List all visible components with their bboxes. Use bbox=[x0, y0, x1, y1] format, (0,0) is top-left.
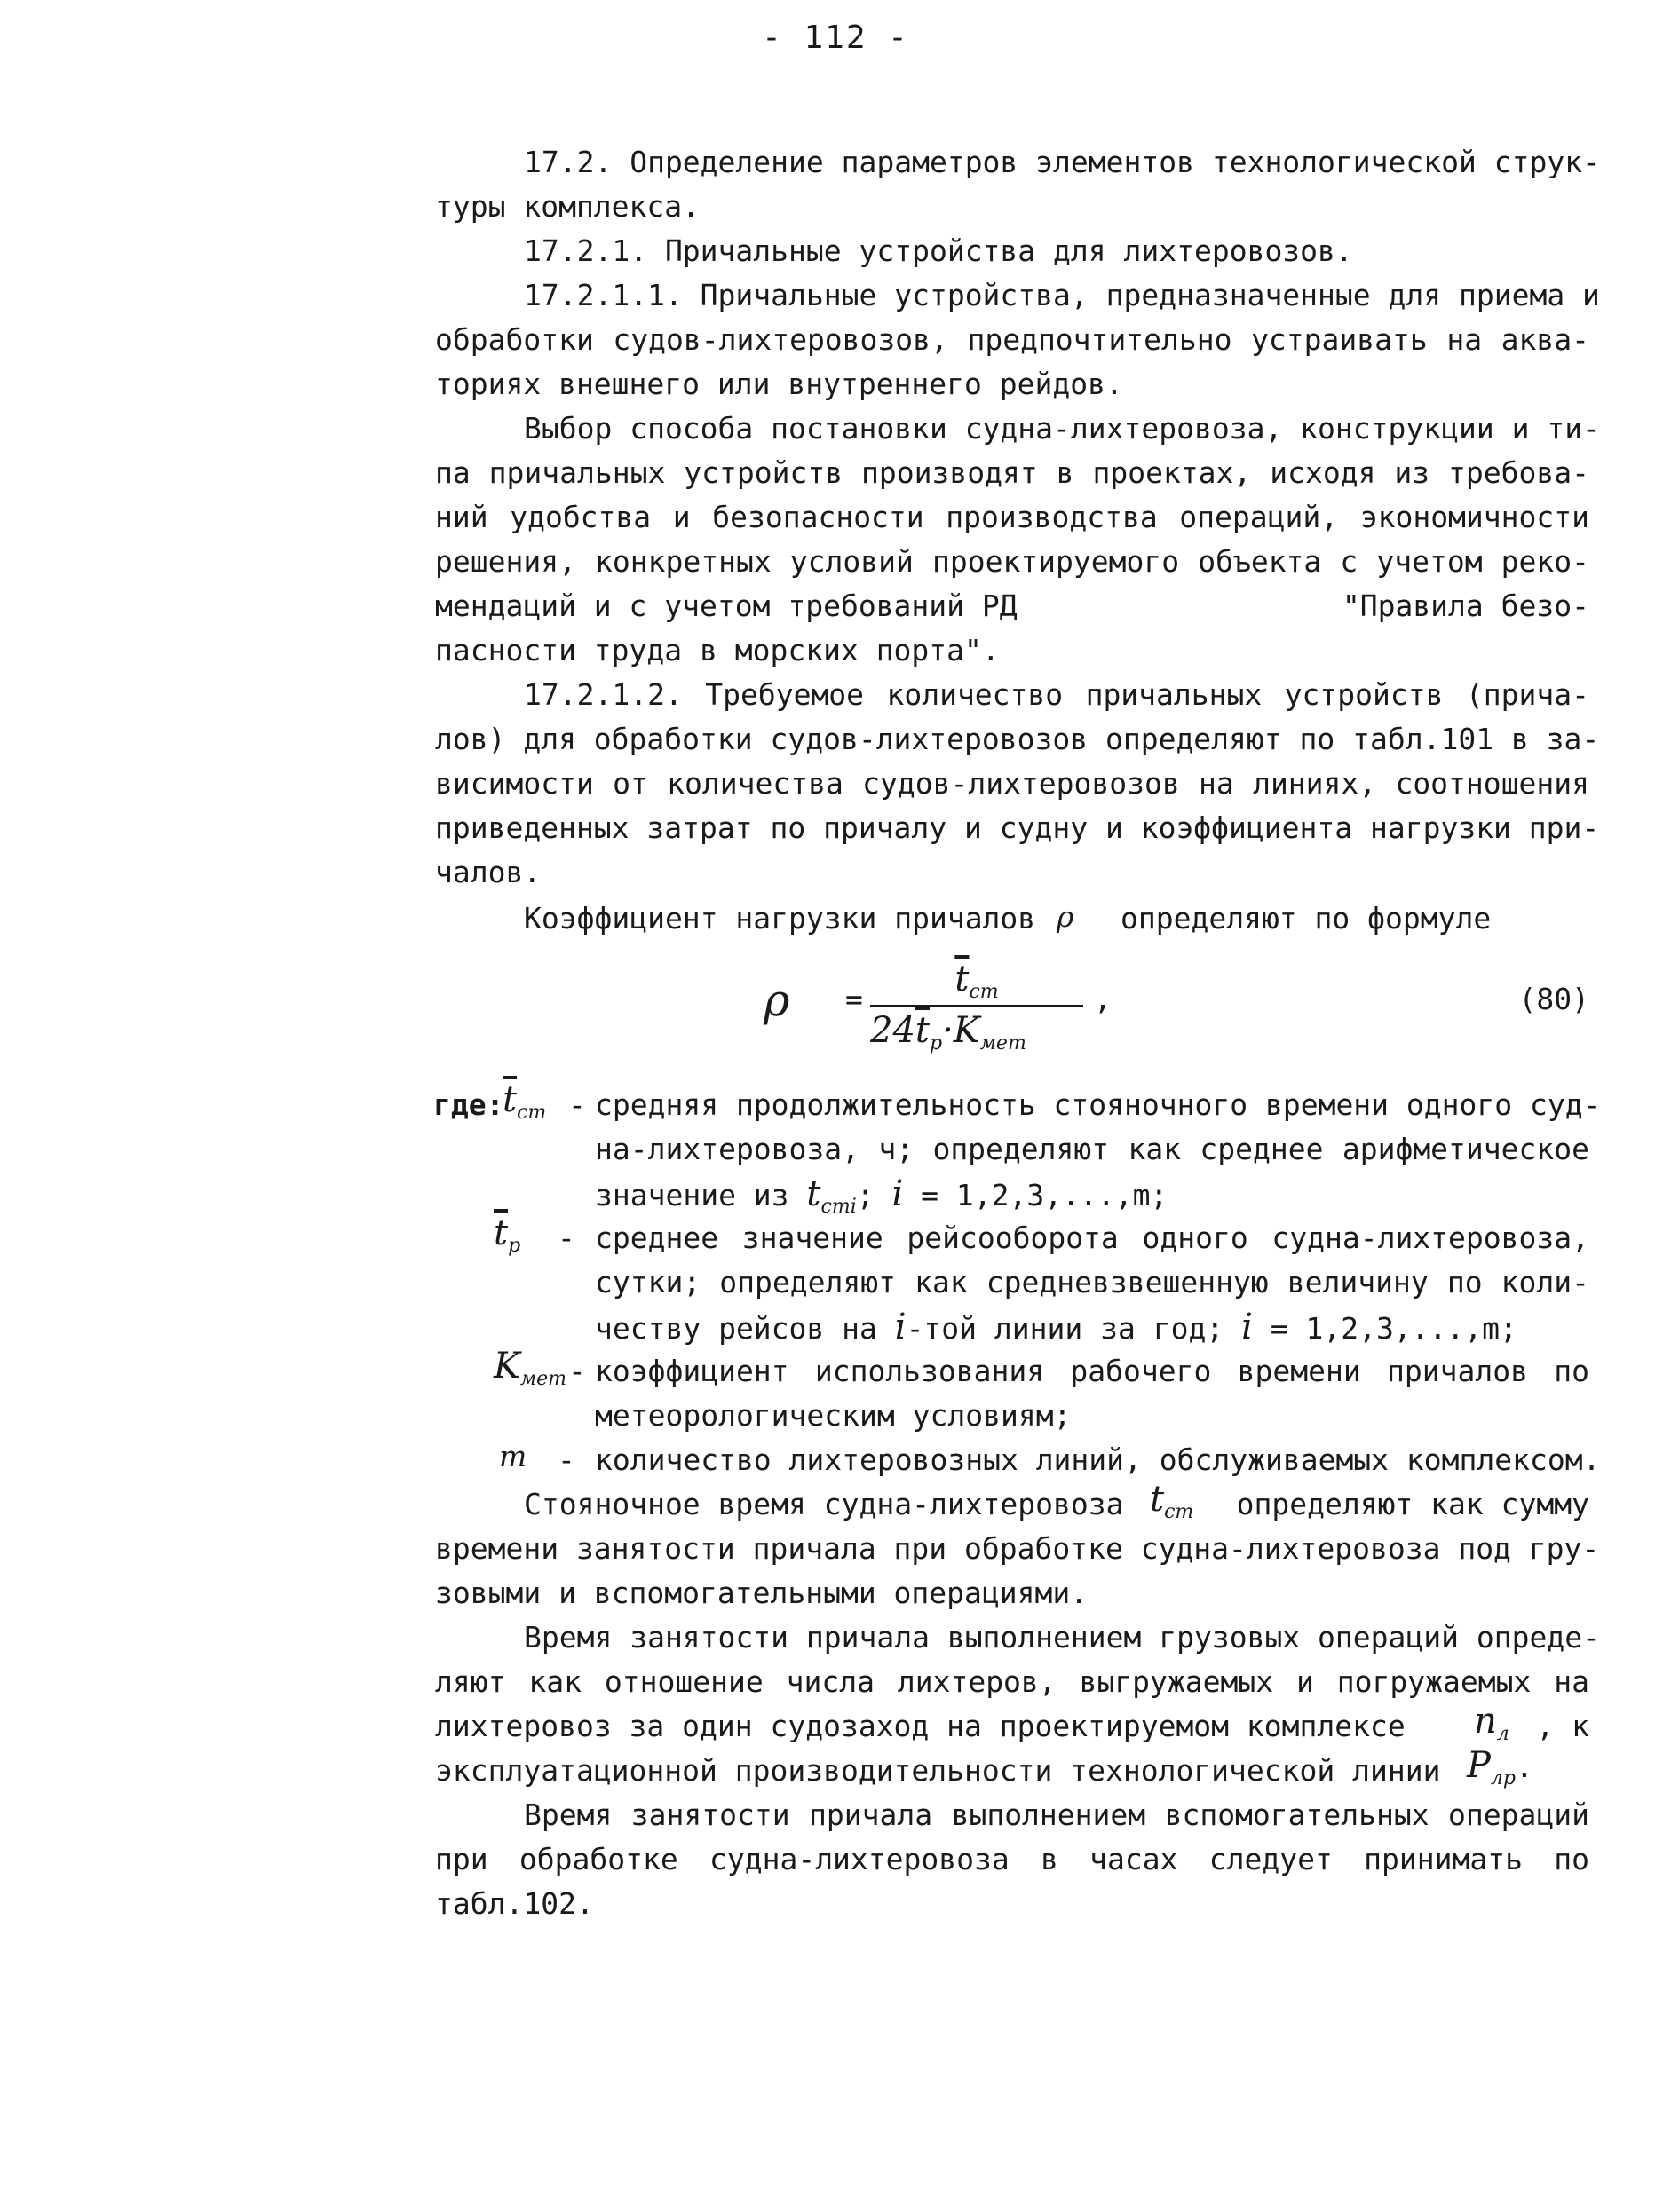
paragraph-cargo-line-3b: , к bbox=[1536, 1709, 1589, 1743]
t-st-line-3-idx: i bbox=[850, 1196, 857, 1218]
paragraph-parking-line-1b: определяют как сумму bbox=[1236, 1487, 1589, 1521]
section-17-2-line-2: туры комплекса. bbox=[435, 189, 701, 224]
t-r-line-3-i: i bbox=[894, 1307, 907, 1347]
formula-comma: , bbox=[1094, 982, 1112, 1016]
t-st-line-2: на-лихтеровоза, ч; определяют как среднее арифметическое bbox=[595, 1132, 1589, 1166]
formula-fraction-bar bbox=[870, 1005, 1083, 1007]
paragraph-choice-line-5a: мендаций и с учетом требований РД bbox=[435, 589, 1018, 623]
k-met-sub: мет bbox=[519, 1368, 567, 1390]
formula-den-k: K bbox=[953, 1010, 980, 1051]
t-r-line-3-i2: i bbox=[1241, 1307, 1253, 1347]
t-st-line-3-sub: ст bbox=[820, 1196, 851, 1218]
t-st-symbol bbox=[503, 1078, 546, 1135]
t-r-line-3c: = 1,2,3,...,m; bbox=[1270, 1311, 1517, 1346]
t-r-letter: $\overline{t}$ bbox=[494, 1213, 509, 1253]
t-r-line-2: сутки; определяют как средневзвешенную величину по коли- bbox=[595, 1265, 1589, 1300]
cargo-n-letter: n bbox=[1474, 1701, 1497, 1742]
formula-lhs: ρ bbox=[764, 975, 790, 1026]
paragraph-choice-line-2: па причальных устройств производят в проектах, исходя из требова- bbox=[435, 455, 1589, 490]
paragraph-aux-line-2: при обработке судна-лихтеровоза в часах следует принимать по bbox=[435, 1842, 1589, 1876]
where-label: где: bbox=[433, 1087, 504, 1122]
cargo-p-letter: P bbox=[1467, 1745, 1491, 1786]
t-r-line-1: среднее значение рейсооборота одного судна-лихтеровоза, bbox=[595, 1221, 1589, 1255]
parking-t-sub: ст bbox=[1164, 1501, 1194, 1523]
formula-number: (80) bbox=[1518, 982, 1589, 1016]
t-st-line-3-sym: t bbox=[806, 1173, 821, 1214]
formula-numerator-symbol: $\overline{t}$ bbox=[954, 959, 970, 999]
t-r-symbol bbox=[494, 1211, 520, 1268]
paragraph-parking-line-2: времени занятости причала при обработке судна-лихтеровоза под гру- bbox=[435, 1531, 1600, 1566]
coefficient-intro-after: определяют по формуле bbox=[1121, 901, 1492, 936]
k-met-symbol bbox=[494, 1344, 566, 1402]
formula-numerator bbox=[888, 959, 1065, 1003]
paragraph-choice-line-3: ний удобства и безопасности производства операций, экономичности bbox=[435, 500, 1589, 534]
paragraph-choice-line-6: пасности труда в морских порта". bbox=[435, 633, 1000, 668]
paragraph-aux-line-3: табл.102. bbox=[435, 1886, 594, 1921]
section-17-2-1-heading: 17.2.1. Причальные устройства для лихтеровозов. bbox=[524, 233, 1353, 268]
t-st-line-3b: ; bbox=[856, 1178, 875, 1213]
k-met-letter: K bbox=[494, 1346, 520, 1386]
t-st-sub: ст bbox=[517, 1102, 547, 1124]
paragraph-parking-line-1a: Стояночное время судна-лихтеровоза bbox=[524, 1487, 1124, 1521]
formula-numerator-sub: ст bbox=[969, 981, 999, 1003]
t-st-letter: $\overline{t}$ bbox=[503, 1079, 518, 1120]
section-17-2-1-1-line-1: 17.2.1.1. Причальные устройства, предназначенные для приема и bbox=[524, 278, 1600, 312]
formula-den-t: $\overline{t}$ bbox=[915, 1010, 930, 1051]
t-r-dash: - bbox=[558, 1221, 575, 1255]
formula-den-t-sub: р bbox=[929, 1032, 943, 1055]
t-st-dash: - bbox=[568, 1087, 586, 1122]
k-met-line-1: коэффициент использования рабочего времени причалов по bbox=[595, 1354, 1589, 1388]
paragraph-choice-line-4: решения, конкретных условий проектируемого объекта с учетом реко- bbox=[435, 544, 1589, 579]
section-17-2-1-1-line-2: обработки судов-лихтеровозов, предпочтительно устраивать на аква- bbox=[435, 322, 1589, 357]
m-line-1: количество лихтеровозных линий, обслуживаемых комплексом. bbox=[595, 1442, 1601, 1477]
paragraph-aux-line-1: Время занятости причала выполнением вспомогательных операций bbox=[524, 1797, 1589, 1832]
coefficient-intro-before: Коэффициент нагрузки причалов bbox=[524, 901, 1036, 936]
formula-den-k-sub: мет bbox=[979, 1032, 1026, 1055]
formula-80 bbox=[764, 959, 1589, 1056]
m-symbol: m bbox=[499, 1439, 527, 1473]
paragraph-choice-line-5b: "Правила безо- bbox=[1342, 589, 1589, 623]
formula-den-dot: · bbox=[942, 1010, 954, 1051]
cargo-p-sub: лр bbox=[1490, 1767, 1517, 1789]
formula-den-coef: 24 bbox=[870, 1010, 915, 1051]
t-r-sub: р bbox=[508, 1235, 521, 1257]
section-17-2-line-1: 17.2. Определение параметров элементов технологической струк- bbox=[524, 145, 1600, 179]
section-17-2-1-2-line-1: 17.2.1.2. Требуемое количество причальных устройств (прича- bbox=[524, 677, 1589, 712]
parking-t-letter: t bbox=[1150, 1479, 1165, 1520]
section-17-2-1-2-line-2: лов) для обработки судов-лихтеровозов определяют по табл.101 в за- bbox=[435, 722, 1600, 756]
t-r-line-3a: честву рейсов на bbox=[595, 1311, 877, 1346]
section-17-2-1-2-line-3: висимости от количества судов-лихтеровозов на линиях, соотношения bbox=[435, 766, 1589, 801]
formula-equals: = bbox=[845, 982, 863, 1016]
t-st-line-1: средняя продолжительность стояночного времени одного суд- bbox=[595, 1087, 1601, 1122]
m-dash: - bbox=[558, 1442, 575, 1477]
k-met-line-2: метеорологическим условиям; bbox=[595, 1398, 1072, 1433]
paragraph-parking-line-3: зовыми и вспомогательными операциями. bbox=[435, 1576, 1089, 1610]
paragraph-cargo-line-3a: лихтеровоз за один судозаход на проектируемом комплексе bbox=[435, 1709, 1406, 1743]
section-17-2-1-2-line-4: приведенных затрат по причалу и судну и коэффициента нагрузки при- bbox=[435, 810, 1600, 845]
t-st-line-3a: значение из bbox=[595, 1178, 789, 1213]
paragraph-cargo-line-4a: эксплуатационной производительности технологической линии bbox=[435, 1753, 1441, 1788]
t-st-line-3c: = 1,2,3,...,m; bbox=[921, 1178, 1168, 1213]
cargo-p-period: . bbox=[1516, 1750, 1533, 1784]
cargo-n-sub: л bbox=[1496, 1723, 1509, 1745]
section-17-2-1-1-line-3: ториях внешнего или внутреннего рейдов. bbox=[435, 367, 1123, 401]
t-r-line-3b: -той линии за год; bbox=[906, 1311, 1224, 1346]
paragraph-cargo-line-2: ляют как отношение числа лихтеров, выгружаемых и погружаемых на bbox=[435, 1664, 1589, 1699]
t-st-line-3-i: i bbox=[891, 1173, 904, 1214]
paragraph-choice-line-1: Выбор способа постановки судна-лихтеровоза, конструкции и ти- bbox=[524, 411, 1600, 446]
k-met-dash: - bbox=[568, 1354, 586, 1388]
paragraph-cargo-line-1: Время занятости причала выполнением грузовых операций опреде- bbox=[524, 1620, 1600, 1655]
section-17-2-1-2-line-5: чалов. bbox=[435, 855, 542, 889]
formula-denominator bbox=[870, 1010, 1154, 1055]
t-r-line-3 bbox=[595, 1305, 1517, 1351]
page-number: - 112 - bbox=[762, 20, 909, 56]
rho-symbol: ρ bbox=[1057, 899, 1074, 934]
